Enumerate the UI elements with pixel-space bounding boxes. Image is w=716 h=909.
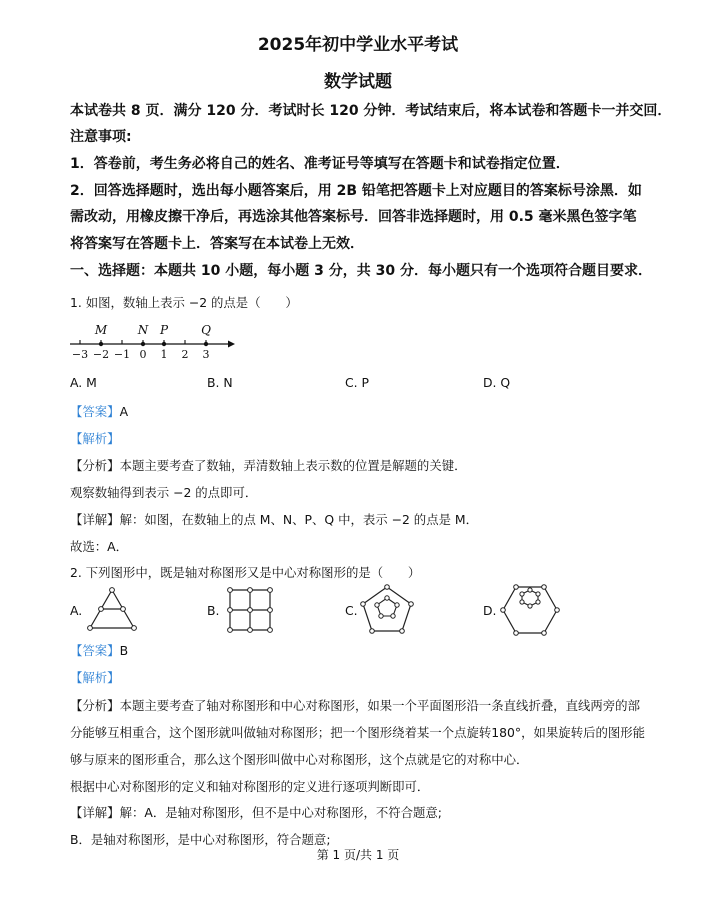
q2-option-d-hexagon-figure (500, 584, 560, 636)
q2-analysis-line-1 (70, 696, 640, 714)
number-line-point-label: N (137, 323, 149, 337)
q2-analysis-text-1: 本题主要考查了轴对称图形和中心对称图形，如果一个平面图形沿一条直线折叠，直线两旁的部 (119, 698, 640, 713)
q2-analysis-label: 【解析】 (70, 670, 120, 685)
number-line-arrow (228, 341, 235, 348)
q1-stem: 1. 如图，数轴上表示 −2 的点是（ ） (70, 295, 298, 310)
number-line-tick-label: 1 (160, 348, 168, 361)
q1-detail-tag: 【详解】 (70, 512, 120, 527)
q2-option-b-label: B. (207, 603, 220, 618)
number-line-point (99, 342, 103, 346)
number-line-tick-label: 2 (181, 348, 189, 361)
q1-answer (70, 402, 128, 420)
q2-option-c-label: C. (345, 603, 358, 618)
q2-answer-value: B (119, 643, 129, 658)
q1-analysis-label: 【解析】 (70, 431, 120, 446)
q1-option-c: C. P (345, 375, 370, 390)
q2-option-c-pentagon-figure (360, 584, 414, 634)
notice-item-2-line-3: 将答案写在答题卡上．答案写在本试卷上无效． (70, 236, 364, 252)
number-line-point-label: Q (201, 323, 211, 337)
q2-option-a-label: A. (70, 603, 83, 618)
number-line-point (141, 342, 145, 346)
q1-analysis (70, 456, 467, 474)
q2-option-a-triangle-figure (86, 586, 138, 632)
q2-detail-tag: 【详解】 (70, 805, 120, 820)
number-line-tick-label: −3 (71, 348, 89, 361)
number-line-tick-label: −1 (113, 348, 131, 361)
notice-item-2-line-2: 需改动，用橡皮擦干净后，再选涂其他答案标号．回答非选择题时，用 0.5 毫米黑色签字笔 (70, 209, 637, 225)
q1-option-a: A. M (70, 375, 97, 390)
number-line-tick-label: −2 (92, 348, 110, 361)
q1-analysis-text: 本题主要考查了数轴，弄清数轴上表示数的位置是解题的关键． (119, 458, 467, 473)
q1-answer-value: A (119, 404, 129, 419)
q2-answer (70, 641, 128, 659)
q2-detail-b: B．是轴对称图形，是中心对称图形，符合题意; (70, 832, 331, 847)
instructions-line: 本试卷共 8 页．满分 120 分．考试时长 120 分钟．考试结束后，将本试卷和答题卡一并交回． (70, 103, 672, 119)
notice-item-1: 1．答卷前，考生务必将自己的姓名、准考证号等填写在答题卡和试卷指定位置． (70, 156, 570, 172)
q1-detail-text: 解：如图，在数轴上的点 M、N、P、Q 中，表示 −2 的点是 M． (119, 512, 478, 527)
number-line-point (162, 342, 166, 346)
q1-option-d: D. Q (483, 375, 511, 390)
number-line-figure (68, 320, 238, 362)
q1-answer-label: 【答案】 (70, 404, 120, 419)
q2-option-d-label: D. (483, 603, 497, 618)
number-line-point-label: P (159, 323, 169, 337)
q1-analysis-tag: 【分析】 (70, 458, 120, 473)
q1-option-b: B. N (207, 375, 233, 390)
page-title: 2025年初中学业水平考试 (257, 35, 459, 55)
q2-analysis-line-4: 根据中心对称图形的定义和轴对称图形的定义进行逐项判断即可． (70, 779, 430, 794)
section-heading: 一、选择题：本题共 10 小题，每小题 3 分，共 30 分．每小题只有一个选项符合题目要求． (70, 263, 652, 279)
number-line-point-label: M (94, 323, 108, 337)
page-footer: 第 1 页/共 1 页 (316, 848, 400, 862)
number-line-tick-label: 0 (139, 348, 147, 361)
q2-detail-a-text: 解：A．是轴对称图形，但不是中心对称图形，不符合题意; (119, 805, 442, 820)
page-subtitle: 数学试题 (324, 72, 392, 92)
q2-stem: 2. 下列图形中，既是轴对称图形又是中心对称图形的是（ ） (70, 565, 421, 580)
q2-answer-label: 【答案】 (70, 643, 120, 658)
notice-heading: 注意事项: (70, 129, 132, 145)
notice-item-2-line-1: 2．回答选择题时，选出每小题答案后，用 2B 铅笔把答题卡上对应题目的答案标号涂黑．如 (70, 183, 642, 199)
q2-analysis-line-3: 够与原来的图形重合，那么这个图形叫做中心对称图形，这个点就是它的对称中心． (70, 752, 529, 767)
q2-option-b-grid-figure (226, 586, 274, 634)
q2-analysis-line-2: 分能够互相重合，这个图形就叫做轴对称图形；把一个图形绕着某一个点旋转180°，如果旋转后的图形能 (70, 725, 646, 740)
q1-choose: 故选：A． (70, 539, 129, 554)
number-line-point (204, 342, 208, 346)
number-line-tick-label: 3 (202, 348, 210, 361)
q1-observe: 观察数轴得到表示 −2 的点即可． (70, 485, 258, 500)
q1-detail (70, 510, 478, 528)
q2-detail-a (70, 803, 442, 821)
q2-analysis-tag: 【分析】 (70, 698, 120, 713)
